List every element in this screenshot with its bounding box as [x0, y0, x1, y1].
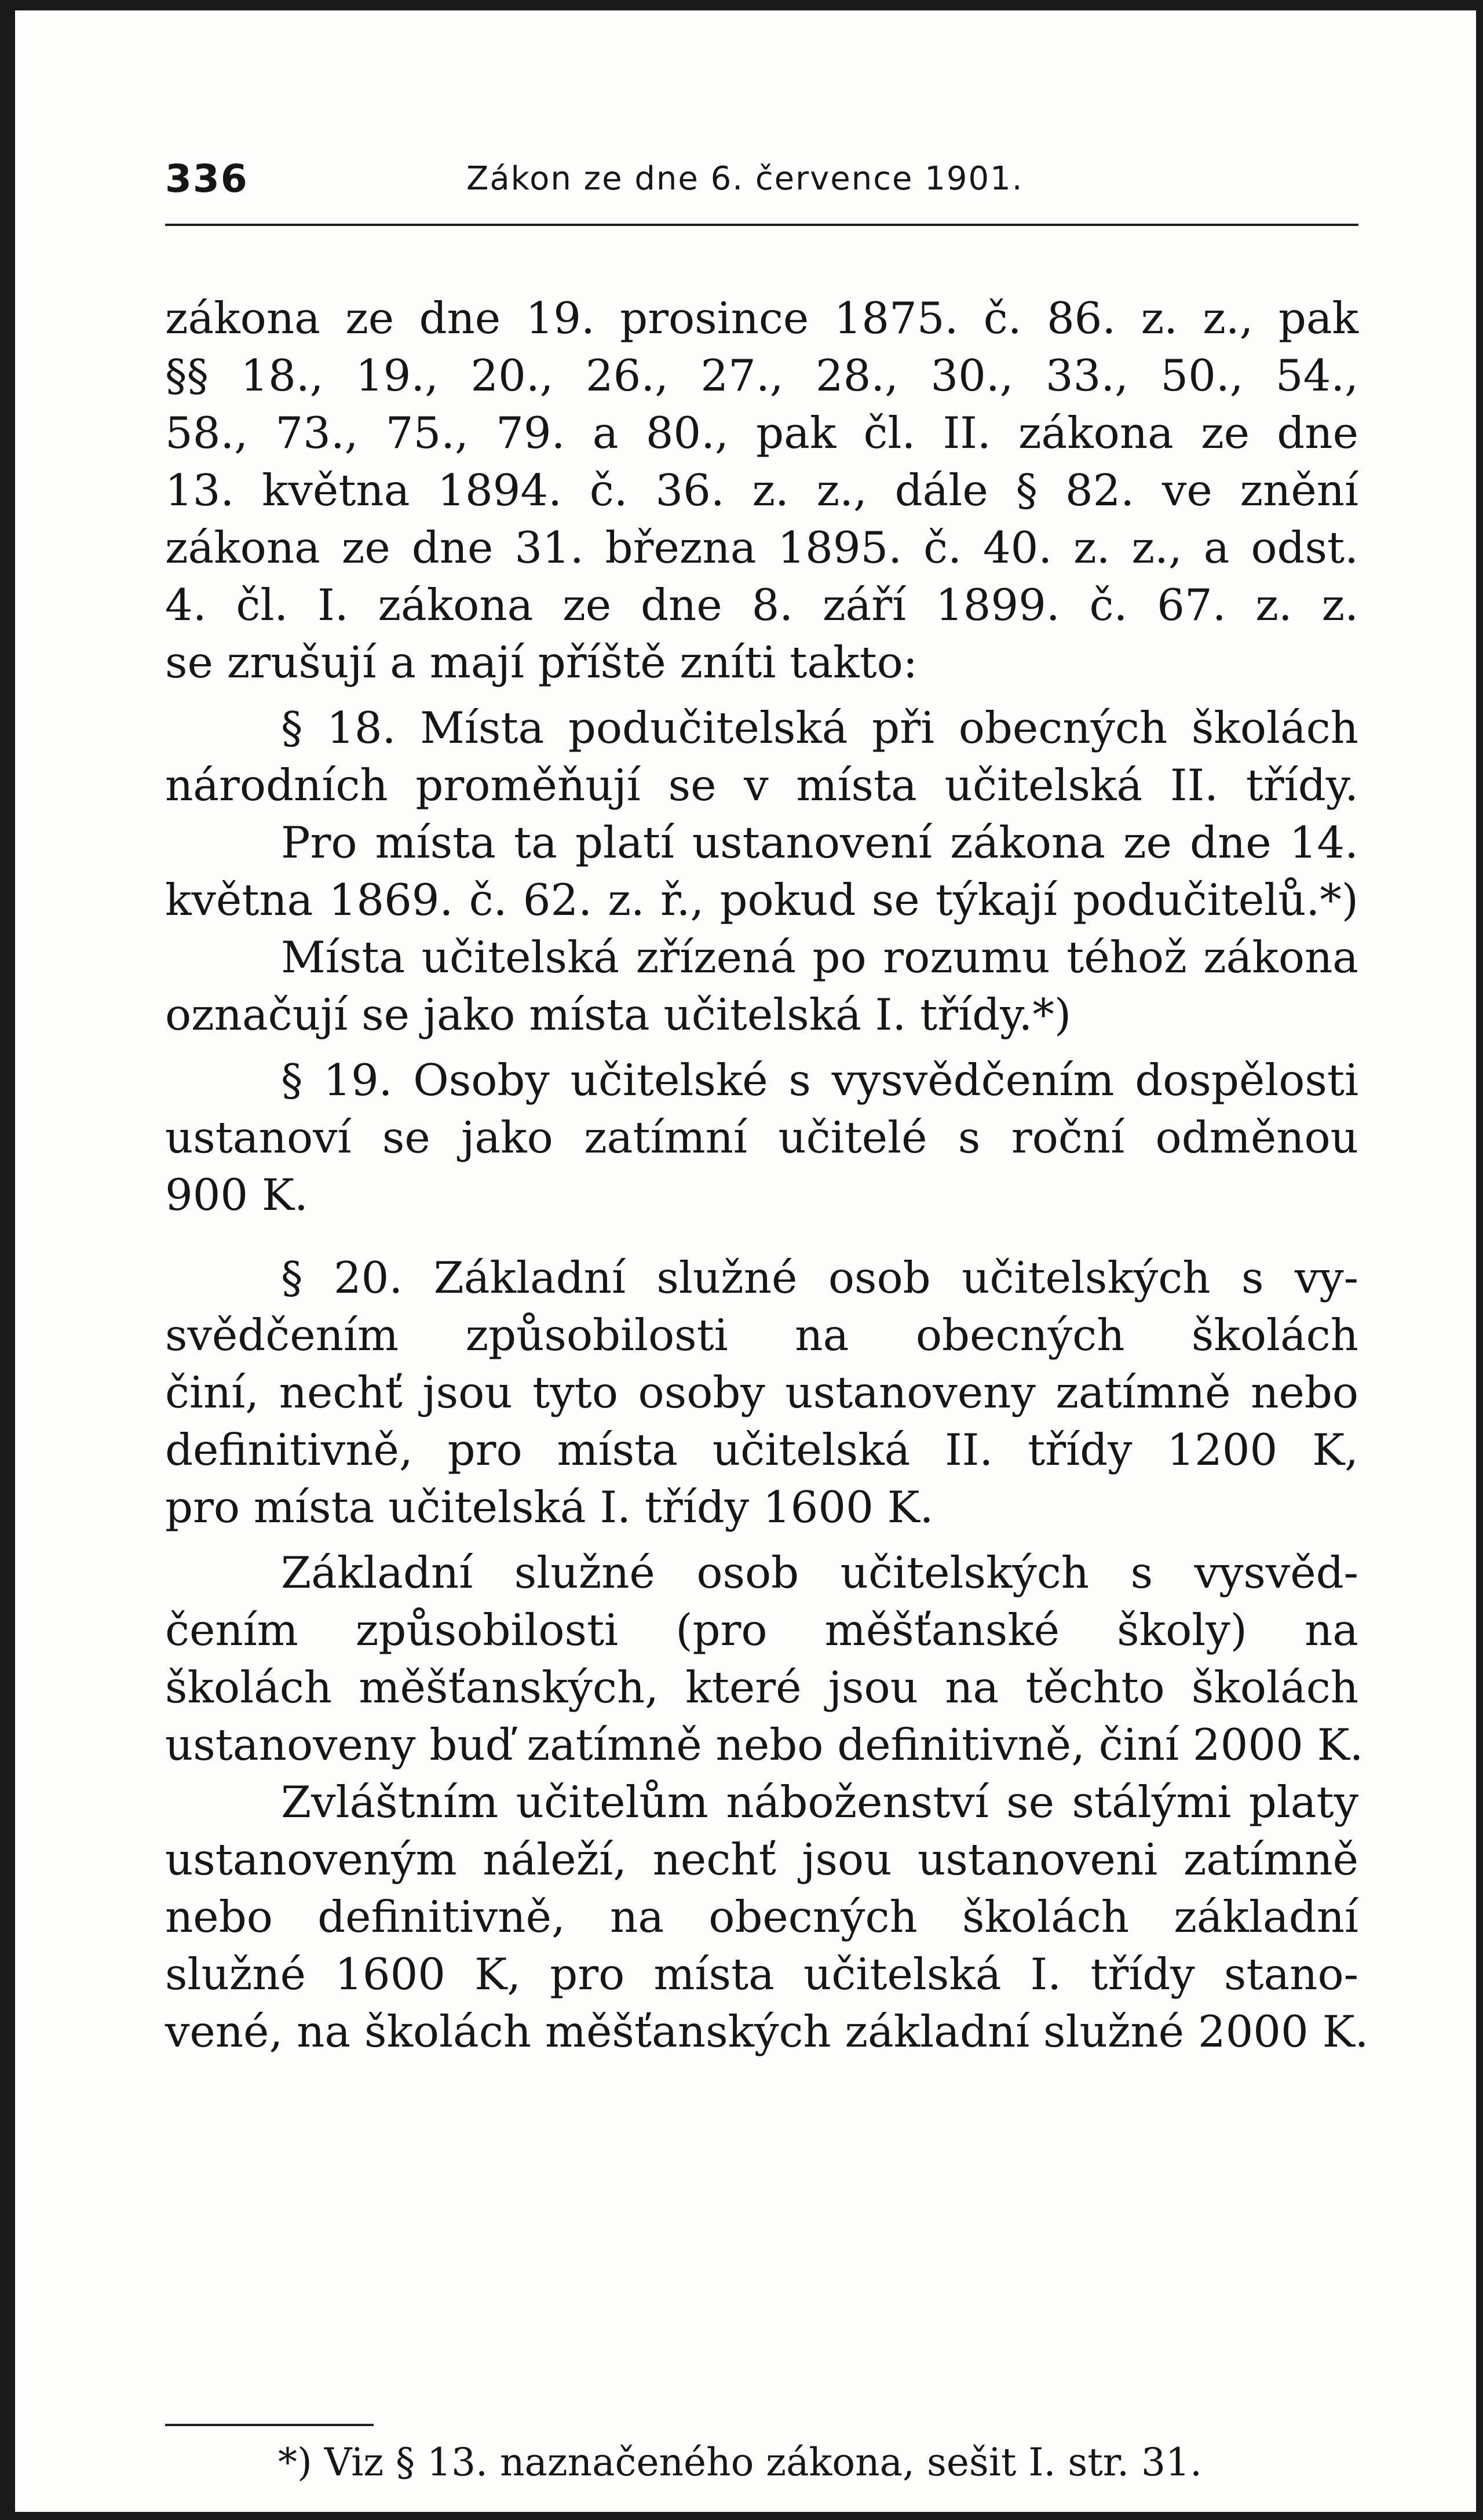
text-line: ustanoveny buď zatímně nebo definitivně, činí 2000 K.	[165, 1719, 1364, 1770]
text-line: § 19. Osoby učitelské s vysvědčením dospělosti	[281, 1055, 1358, 1106]
text-line: 58., 73., 75., 79. a 80., pak čl. II. zákona ze dne	[165, 407, 1358, 458]
text-line: se zrušují a mají příště zníti takto:	[165, 637, 918, 688]
text-line: národních proměňují se v místa učitelská II. třídy.	[165, 760, 1358, 811]
text-line: § 20. Základní služné osob učitelských s vy-	[281, 1252, 1358, 1303]
text-line: označují se jako místa učitelská I. třídy.*)	[165, 989, 1072, 1040]
text-line: Místa učitelská zřízená po rozumu téhož zákona	[281, 932, 1358, 983]
page-header	[165, 156, 1358, 209]
text-line: svědčením způsobilosti na obecných školách	[165, 1310, 1358, 1361]
text-line: zákona ze dne 31. března 1895. č. 40. z. z., a odst.	[165, 522, 1358, 573]
text-line: ustanoví se jako zatímní učitelé s roční odměnou	[165, 1112, 1358, 1163]
intro-paragraph	[165, 290, 1358, 691]
text-line: služné 1600 K, pro místa učitelská I. třídy stano-	[165, 1949, 1358, 2000]
text-line: pro místa učitelská I. třídy 1600 K.	[165, 1482, 934, 1533]
page-number: 336	[165, 156, 249, 201]
section-18-paragraph-2	[165, 814, 1358, 929]
section-18-paragraph-1	[165, 699, 1358, 814]
text-line: Základní služné osob učitelských s vysvěd-	[281, 1547, 1358, 1598]
text-line: 4. čl. I. zákona ze dne 8. září 1899. č. 67. z. z.	[165, 579, 1358, 630]
text-line: května 1869. č. 62. z. ř., pokud se týkají podučitelů.*)	[165, 874, 1358, 925]
text-line: vené, na školách měšťanských základní služné 2000 K.	[165, 2006, 1369, 2057]
text-line: definitivně, pro místa učitelská II. třídy 1200 K,	[165, 1424, 1358, 1475]
section-18-paragraph-3	[165, 929, 1358, 1044]
text-line: zákona ze dne 19. prosince 1875. č. 86. z. z., pak	[165, 293, 1358, 344]
text-line: činí, nechť jsou tyto osoby ustanoveny zatímně nebo	[165, 1367, 1358, 1418]
text-line: 13. května 1894. č. 36. z. z., dále § 82. ve znění	[165, 465, 1358, 516]
text-line: 900 K.	[165, 1169, 308, 1220]
running-head: Zákon ze dne 6. července 1901.	[466, 160, 1024, 198]
footnote-rule	[165, 2424, 374, 2426]
text-line: ustanoveným náleží, nechť jsou ustanoveni zatímně	[165, 1834, 1358, 1885]
header-rule	[165, 224, 1358, 226]
section-20-paragraph-3	[165, 1774, 1369, 2061]
section-20-paragraph-2	[165, 1544, 1364, 1774]
text-line: Pro místa ta platí ustanovení zákona ze dne 14.	[281, 817, 1358, 868]
scan-border-bottom	[0, 2512, 1483, 2520]
text-line: Zvláštním učitelům náboženství se stálými platy	[281, 1777, 1358, 1828]
scan-border-right	[1476, 0, 1483, 2520]
footnote: *) Viz § 13. naznačeného zákona, sešit I. str. 31.	[278, 2440, 1203, 2485]
text-line: nebo definitivně, na obecných školách základní	[165, 1891, 1358, 1942]
section-20-paragraph-1	[165, 1249, 1358, 1536]
body-text	[165, 290, 1369, 2061]
section-19-paragraph	[165, 1052, 1358, 1224]
text-line: školách měšťanských, které jsou na těchto školách	[165, 1662, 1358, 1713]
scan-border-left	[0, 0, 15, 2520]
text-line: čením způsobilosti (pro měšťanské školy) na	[165, 1604, 1358, 1655]
text-line: § 18. Místa podučitelská při obecných školách	[281, 702, 1358, 753]
text-line: §§ 18., 19., 20., 26., 27., 28., 30., 33., 50., 54.,	[165, 350, 1358, 401]
scan-border-top	[0, 0, 1483, 10]
